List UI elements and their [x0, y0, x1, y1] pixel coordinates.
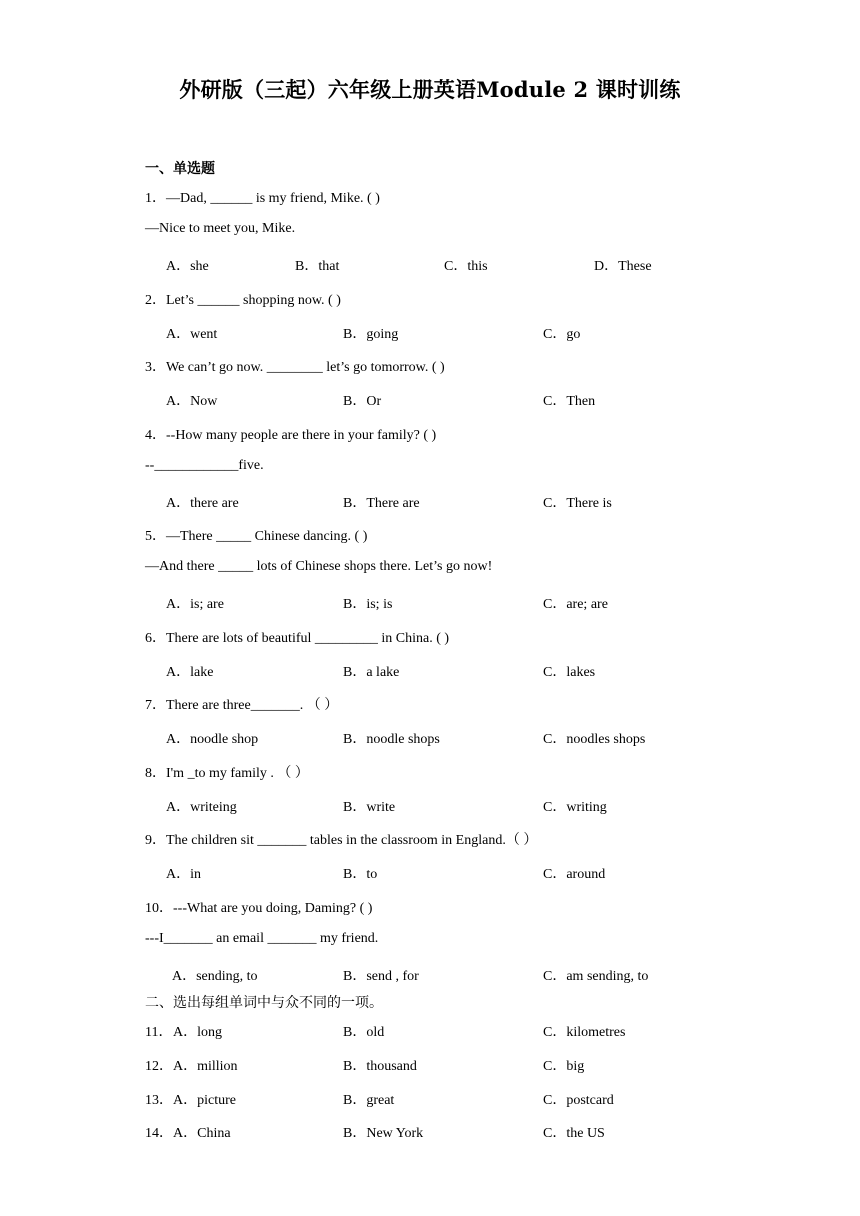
question-4-line-2: --____________five. — [145, 458, 264, 473]
question-1-line-1: 1．—Dad, ______ is my friend, Mike. ( ) — [145, 191, 380, 206]
question-1-line-2: —Nice to meet you, Mike. — [145, 221, 296, 236]
page-title: 外研版（三起）六年级上册英语Module 2 课时训练 — [179, 77, 681, 102]
question-10-line-2: ---I_______ an email _______ my friend. — [145, 931, 379, 946]
question-3-line-1: 3．We can’t go now. ________ let’s go tomorrow. ( ) — [145, 360, 445, 375]
question-6-line-1: 6．There are lots of beautiful _________ in China. ( ) — [145, 631, 450, 646]
question-7-line-1: 7．There are three_______. （ ） — [145, 698, 339, 713]
section-heading-odd-one-out: 二、选出每组单词中与众不同的一项。 — [145, 995, 383, 1011]
question-2-option-c: C．go — [543, 327, 581, 342]
question-12-option-b: B．thousand — [343, 1059, 417, 1074]
question-3-option-b: B．Or — [343, 394, 382, 409]
question-4-option-c: C．There is — [543, 496, 612, 511]
question-1-option-a: A．she — [166, 259, 209, 274]
question-5-line-1: 5．—There _____ Chinese dancing. ( ) — [145, 529, 368, 544]
question-14-option-a: A．China — [173, 1126, 231, 1141]
question-11-option-a: A．long — [173, 1025, 222, 1040]
question-2-option-b: B．going — [343, 327, 399, 342]
question-8-option-a: A．writeing — [166, 800, 237, 815]
section-heading-single-choice: 一、单选题 — [145, 161, 215, 177]
question-6-option-a: A．lake — [166, 665, 214, 680]
question-9-line-1: 9．The children sit _______ tables in the classroom in England.（ ） — [145, 833, 538, 848]
question-12-option-c: C．big — [543, 1059, 585, 1074]
question-2-line-1: 2．Let’s ______ shopping now. ( ) — [145, 293, 341, 308]
question-7-option-b: B．noodle shops — [343, 732, 440, 747]
question-9-option-c: C．around — [543, 867, 606, 882]
question-4-option-b: B．There are — [343, 496, 420, 511]
question-12-option-a: A．million — [173, 1059, 238, 1074]
question-8-line-1: 8．I'm _to my family . （ ） — [145, 766, 309, 781]
question-5-line-2: —And there _____ lots of Chinese shops there. Let’s go now! — [145, 559, 493, 574]
question-8-option-c: C．writing — [543, 800, 607, 815]
question-8-option-b: B．write — [343, 800, 396, 815]
question-10-line-1: 10．---What are you doing, Daming? ( ) — [145, 901, 373, 916]
question-1-option-c: C．this — [444, 259, 488, 274]
question-11-option-b: B．old — [343, 1025, 385, 1040]
question-5-option-a: A．is; are — [166, 597, 224, 612]
question-5-option-c: C．are; are — [543, 597, 608, 612]
question-14-option-b: B．New York — [343, 1126, 424, 1141]
question-5-option-b: B．is; is — [343, 597, 393, 612]
question-13-number: 13． — [145, 1093, 173, 1108]
question-13-option-a: A．picture — [173, 1093, 236, 1108]
question-4-option-a: A．there are — [166, 496, 239, 511]
question-2-option-a: A．went — [166, 327, 218, 342]
question-10-option-c: C．am sending, to — [543, 969, 649, 984]
question-10-option-b: B．send , for — [343, 969, 419, 984]
question-9-option-b: B．to — [343, 867, 378, 882]
question-11-option-c: C．kilometres — [543, 1025, 626, 1040]
question-7-option-c: C．noodles shops — [543, 732, 646, 747]
question-14-option-c: C．the US — [543, 1126, 605, 1141]
question-9-option-a: A．in — [166, 867, 201, 882]
question-1-option-d: D．These — [594, 259, 652, 274]
question-3-option-c: C．Then — [543, 394, 596, 409]
question-7-option-a: A．noodle shop — [166, 732, 259, 747]
question-4-line-1: 4．--How many people are there in your family? ( ) — [145, 428, 437, 443]
question-6-option-c: C．lakes — [543, 665, 596, 680]
question-6-option-b: B．a lake — [343, 665, 400, 680]
question-1-option-b: B．that — [295, 259, 340, 274]
question-3-option-a: A．Now — [166, 394, 218, 409]
question-10-option-a: A．sending, to — [172, 969, 258, 984]
question-12-number: 12． — [145, 1059, 173, 1074]
question-14-number: 14． — [145, 1126, 173, 1141]
question-13-option-c: C．postcard — [543, 1093, 614, 1108]
question-11-number: 11． — [145, 1025, 173, 1040]
question-13-option-b: B．great — [343, 1093, 395, 1108]
